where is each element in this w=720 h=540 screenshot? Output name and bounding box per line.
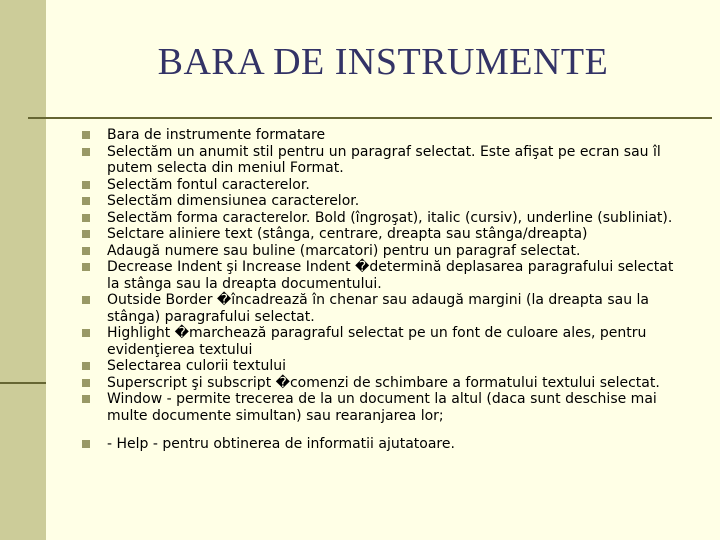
bullet-text: - Help - pentru obtinerea de informatii ajutatoare. <box>107 436 455 452</box>
bullet-item <box>82 358 682 375</box>
bullet-item <box>82 391 682 424</box>
bullet-item <box>82 193 682 210</box>
bullet-item <box>82 144 682 177</box>
bullet-text: Window - permite trecerea de la un document la altul (daca sunt deschise mai multe documente simultan) sau rearanjarea lor; <box>107 391 657 424</box>
square-bullet-icon <box>82 362 90 370</box>
square-bullet-icon <box>82 181 90 189</box>
square-bullet-icon <box>82 263 90 271</box>
bullet-item <box>82 177 682 194</box>
square-bullet-icon <box>82 440 90 448</box>
bullet-item <box>82 210 682 227</box>
title-divider <box>28 117 712 119</box>
bullet-item <box>82 259 682 292</box>
bullet-text: Selectarea culorii textului <box>107 358 287 374</box>
square-bullet-icon <box>82 395 90 403</box>
bullet-item <box>82 243 682 260</box>
bullet-item <box>82 375 682 392</box>
bullet-item <box>82 325 682 358</box>
bullet-item <box>82 127 682 144</box>
square-bullet-icon <box>82 296 90 304</box>
square-bullet-icon <box>82 329 90 337</box>
square-bullet-icon <box>82 214 90 222</box>
square-bullet-icon <box>82 197 90 205</box>
bullet-text: Selectăm dimensiunea caracterelor. <box>107 193 360 209</box>
square-bullet-icon <box>82 148 90 156</box>
left-decor-line <box>0 382 46 384</box>
bullet-text: Selectăm forma caracterelor. Bold (îngroşat), italic (cursiv), underline (subliniat). <box>107 209 673 226</box>
bullet-text: Adaugă numere sau buline (marcatori) pentru un paragraf selectat. <box>107 242 581 259</box>
bullet-text: Outside Border �încadrează în chenar sau adaugă margini (la dreapta sau la stânga) paragrafului selectat. <box>107 292 649 325</box>
bullet-item <box>82 292 682 325</box>
slide-title: BARA DE INSTRUMENTE <box>157 41 609 83</box>
bullet-list <box>82 127 682 453</box>
bullet-text: Selectăm fontul caracterelor. <box>107 176 310 193</box>
square-bullet-icon <box>82 247 90 255</box>
bullet-text: Highlight �marchează paragraful selectat pe un font de culoare ales, pentru evidenţierea textului <box>107 325 647 358</box>
bullet-text: Decrease Indent şi Increase Indent �determină deplasarea paragrafului selectat la stânga sau la dreapta documentului. <box>107 259 674 292</box>
bullet-text: Selectăm un anumit stil pentru un paragraf selectat. Este afişat pe ecran sau îl putem selecta din meniul Format. <box>107 143 661 176</box>
square-bullet-icon <box>82 379 90 387</box>
bullet-item <box>82 436 682 453</box>
bullet-text: Superscript şi subscript �comenzi de schimbare a formatului textului selectat. <box>107 374 660 391</box>
bullet-item <box>82 226 682 243</box>
square-bullet-icon <box>82 131 90 139</box>
left-decor-band <box>0 0 46 540</box>
bullet-text: Selctare aliniere text (stânga, centrare, dreapta sau stânga/dreapta) <box>107 226 588 242</box>
square-bullet-icon <box>82 230 90 238</box>
bullet-text: Bara de instrumente formatare <box>107 127 326 143</box>
